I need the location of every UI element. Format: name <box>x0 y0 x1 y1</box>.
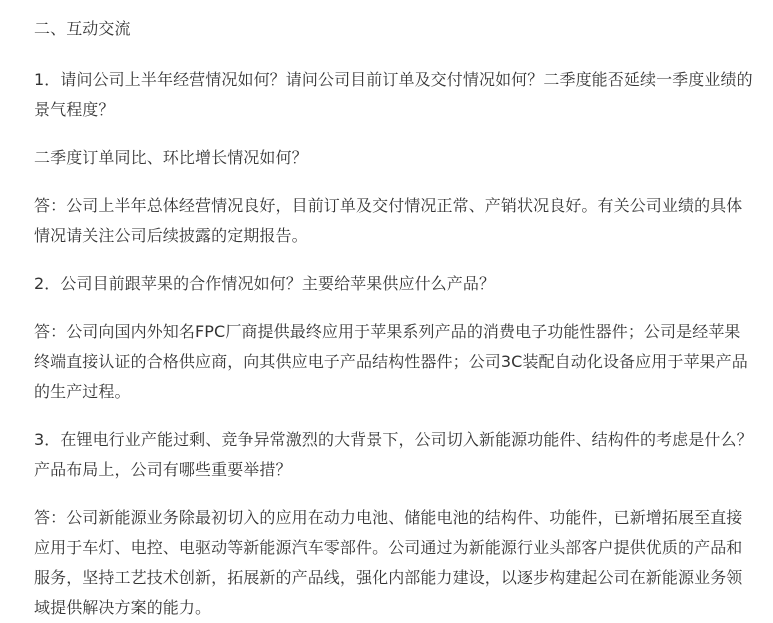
question-1: 1．请问公司上半年经营情况如何？请问公司目前订单及交付情况如何？二季度能否延续一季度业绩的景气程度？ <box>34 70 753 119</box>
answer-3: 答：公司新能源业务除最初切入的应用在动力电池、储能电池的结构件、功能件，已新增拓展至直接应用于车灯、电控、电驱动等新能源汽车零部件。公司通过为新能源行业头部客户提供优质的产品和服务，坚持工艺技术创新，拓展新的产品线，强化内部能力建设，以逐步构建起公司在新能源业务领域提供解决方案的能力。 <box>34 508 743 617</box>
question-3: 3．在锂电行业产能过剩、竞争异常激烈的大背景下，公司切入新能源功能件、结构件的考虑是什么？产品布局上，公司有哪些重要举措？ <box>34 430 753 479</box>
section-title: 二、互动交流 <box>34 19 131 38</box>
answer-2: 答：公司向国内外知名FPC厂商提供最终应用于苹果系列产品的消费电子功能性器件；公司是经苹果终端直接认证的合格供应商，向其供应电子产品结构性器件；公司3C装配自动化设备应用于苹果产品的生产过程。 <box>34 322 748 401</box>
question-2: 2．公司目前跟苹果的合作情况如何？主要给苹果供应什么产品？ <box>34 274 496 293</box>
answer-1: 答：公司上半年总体经营情况良好，目前订单及交付情况正常、产销状况良好。有关公司业绩的具体情况请关注公司后续披露的定期报告。 <box>34 196 743 245</box>
question-1-followup: 二季度订单同比、环比增长情况如何？ <box>34 148 308 167</box>
